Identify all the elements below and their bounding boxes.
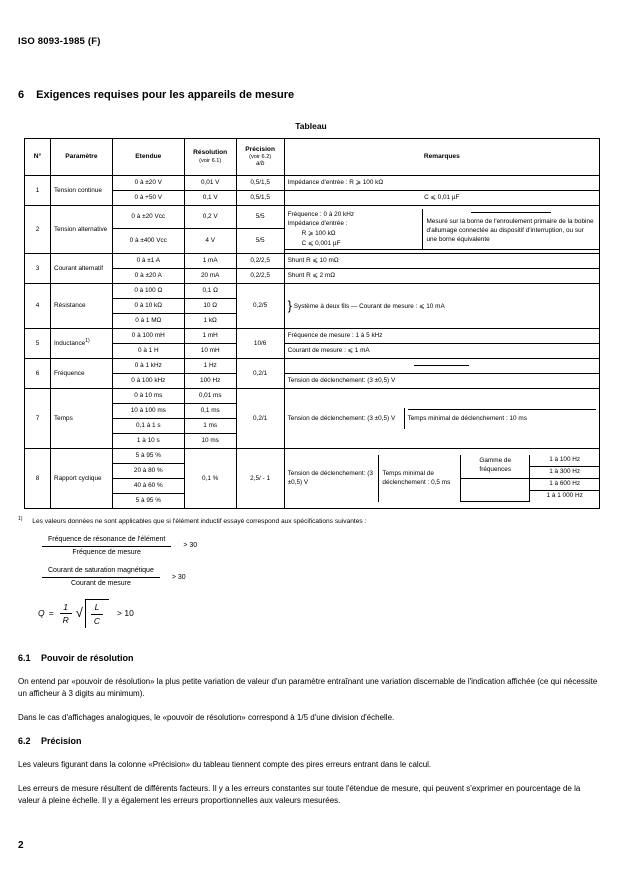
- remarque-left-block: Tension de déclenchement: (3 ±0,5) V: [285, 408, 404, 429]
- table-row: [25, 389, 600, 404]
- table-row: [25, 449, 600, 464]
- cell-etendue: 0 à ±20 V: [112, 176, 184, 191]
- cell-etendue: 0 à ±1 A: [112, 254, 184, 269]
- footnote-marker: 1): [85, 338, 90, 345]
- section-6-1-number: 6.1: [18, 653, 31, 663]
- cell-remarque: Courant de mesure : ⩽ 1 mA: [284, 344, 599, 359]
- col-parametre: Paramètre: [50, 139, 112, 176]
- section-6-1-paragraph-2: Dans le cas d'affichages analogiques, le «pouvoir de résolution» correspond à 1/5 d'une division d'échelle.: [18, 712, 395, 722]
- remarque-left-3: R ⩾ 100 kΩ: [301, 230, 336, 237]
- cell-precision: 0,2/2,5: [236, 254, 284, 269]
- cell-etendue: 0 à 100 Ω: [112, 284, 184, 299]
- section-6-2-paragraph-2: Les erreurs de mesure résultent de différents facteurs. Il y a les erreurs constantes sur toute l'étendue de mesure, qui peuvent s'exprimer en pourcentage de la valeur à pleine échelle. Il y a également les erreurs proportionnelles aux valeurs mesurées.: [18, 783, 581, 805]
- col-resolution: [184, 139, 236, 176]
- cell-etendue: 0 à ±400 Vcc: [112, 229, 184, 254]
- cell-precision: 0,5/1,5: [236, 191, 284, 206]
- cell-precision: 0,2/5: [236, 284, 284, 329]
- cell-remarque: Shunt R ⩽ 2 mΩ: [284, 269, 599, 284]
- remarque-right-block: [423, 209, 599, 250]
- table-header-row: [25, 139, 600, 176]
- cell-resolution: 1 mA: [184, 254, 236, 269]
- cell-resolution: 1 mH: [184, 329, 236, 344]
- col-precision-note: (voir 6.2): [249, 153, 272, 160]
- cell-remarque: Tension de déclenchement: (3 ±0,5) V: [284, 374, 599, 389]
- fraction: [91, 601, 103, 627]
- brace-glyph: }: [287, 297, 292, 313]
- cell-remarque-composite: [284, 206, 599, 254]
- cell-resolution: 1 Hz: [184, 359, 236, 374]
- fraction-numerator: L: [91, 601, 103, 614]
- col-resolution-label: Résolution: [193, 149, 228, 157]
- cell-precision: 0,2/1: [236, 389, 284, 449]
- fraction-denominator: R: [62, 615, 69, 626]
- cell-resolution: 10 Ω: [184, 299, 236, 314]
- cell-resolution: 0,1 V: [184, 191, 236, 206]
- cell-resolution: 1 ms: [184, 419, 236, 434]
- section-6-1-title: Pouvoir de résolution: [41, 653, 134, 663]
- cell-resolution: 20 mA: [184, 269, 236, 284]
- cell-remarque: C ⩽ 0,01 µF: [284, 191, 599, 206]
- cell-parametre: Rapport cyclique: [50, 449, 112, 509]
- cell-etendue: 0 à 100 kHz: [112, 374, 184, 389]
- remarque-right-block: [404, 408, 599, 429]
- fraction-numerator: Fréquence de résonance de l'élément: [42, 535, 171, 547]
- cell-etendue: 40 à 60 %: [112, 479, 184, 494]
- cell-resolution: 0,2 V: [184, 206, 236, 229]
- radical-glyph: √: [75, 605, 83, 621]
- cell-resolution: 0,1 %: [184, 449, 236, 509]
- remarque-left-1: Fréquence : 0 à 20 kHz: [287, 210, 355, 218]
- remarque-right-text: Mesuré sur la borne de l'enroulement primaire de la bobine d'allumage connectée au dispositif d'interruption, ou sur une borne équivalente: [426, 217, 594, 244]
- cell-precision: 10/6: [236, 329, 284, 359]
- cell-etendue: 5 à 95 %: [112, 494, 184, 509]
- cell-parametre: Résistance: [50, 284, 112, 329]
- divider-line: [471, 212, 551, 213]
- col-precision: [236, 139, 284, 176]
- cell-etendue: 10 à 100 ms: [112, 404, 184, 419]
- table-row: [25, 206, 600, 229]
- cell-no: 4: [25, 284, 51, 329]
- cell-etendue: 0 à 1 MΩ: [112, 314, 184, 329]
- cell-parametre: Temps: [50, 389, 112, 449]
- remarque-inner-table: [285, 408, 599, 429]
- page-number: 2: [18, 840, 24, 851]
- remarque-left-4: C ⩽ 0,001 µF: [301, 239, 341, 247]
- fraction-denominator: Fréquence de mesure: [72, 548, 141, 556]
- cell-remarque: [284, 359, 599, 374]
- remarque-freq-value: 1 à 300 Hz: [530, 466, 599, 478]
- cell-etendue: 0 à 10 kΩ: [112, 299, 184, 314]
- fraction: [42, 566, 160, 589]
- section-title-text: Exigences requises pour les appareils de mesure: [36, 89, 295, 101]
- cell-precision: 5/5: [236, 206, 284, 229]
- cell-no: 3: [25, 254, 51, 284]
- table-row: [25, 329, 600, 344]
- cell-precision: 0,2/2,5: [236, 269, 284, 284]
- fraction: [60, 601, 72, 627]
- cell-remarque-composite: [284, 449, 599, 509]
- col-precision-label: Précision: [245, 145, 275, 153]
- footnote-line: [18, 516, 604, 527]
- remarque-freq-spacer: [461, 478, 530, 502]
- footnote-block: [18, 516, 604, 628]
- remarque-freq-value: 1 à 1 000 Hz: [530, 490, 599, 502]
- remarque-freq-value: 1 à 100 Hz: [530, 455, 599, 467]
- remarque-inner-table: [285, 455, 599, 503]
- footnote-marker: 1): [18, 516, 23, 522]
- cell-no: 8: [25, 449, 51, 509]
- cell-parametre: Fréquence: [50, 359, 112, 389]
- cell-etendue: 0 à 1 kHz: [112, 359, 184, 374]
- table-caption: Tableau: [295, 121, 327, 131]
- formula-comparison: > 30: [171, 573, 186, 581]
- cell-resolution: 0,1 Ω: [184, 284, 236, 299]
- cell-etendue: 0 à 10 ms: [112, 389, 184, 404]
- formula-comparison: > 10: [117, 608, 134, 619]
- table-row: [25, 359, 600, 374]
- table-row: [25, 254, 600, 269]
- remarque-inner-table: [285, 209, 599, 250]
- footnote-formula-2: [38, 566, 604, 589]
- section-6-2-paragraph-1: Les valeurs figurant dans la colonne «Précision» du tableau tiennent compte des pires erreurs entrant dans le calcul.: [18, 759, 432, 769]
- formula-equals: =: [48, 608, 54, 619]
- cell-parametre: Tension alternative: [50, 206, 112, 254]
- fraction-denominator: C: [93, 615, 101, 626]
- fraction: [42, 535, 171, 558]
- cell-etendue: 0,1 à 1 s: [112, 419, 184, 434]
- cell-etendue: 0 à 100 mH: [112, 329, 184, 344]
- page-header: ISO 8093-1985 (F): [18, 36, 101, 47]
- fraction-denominator: Courant de mesure: [70, 580, 131, 588]
- table-row: [25, 176, 600, 191]
- cell-precision: 0,5/1,5: [236, 176, 284, 191]
- remarque-mid-block: Temps minimal de déclenchement : 0,5 ms: [379, 455, 461, 502]
- divider-line: [414, 365, 469, 366]
- cell-parametre: Courant alternatif: [50, 254, 112, 284]
- cell-resolution: 0,01 ms: [184, 389, 236, 404]
- cell-etendue: 0 à 1 H: [112, 344, 184, 359]
- section-6-2-title: Précision: [41, 736, 82, 746]
- cell-resolution: 0,01 V: [184, 176, 236, 191]
- section-heading: [18, 89, 294, 101]
- cell-no: 6: [25, 359, 51, 389]
- cell-precision: 0,2/1: [236, 359, 284, 389]
- cell-etendue: 0 à ±20 Vcc: [112, 206, 184, 229]
- cell-etendue: 1 à 10 s: [112, 434, 184, 449]
- cell-resolution: 10 mH: [184, 344, 236, 359]
- cell-precision: 5/5: [236, 229, 284, 254]
- col-etendue: Etendue: [112, 139, 184, 176]
- cell-no: 1: [25, 176, 51, 206]
- footnote-formula-3: [38, 599, 604, 628]
- cell-precision: 2,5/ - 1: [236, 449, 284, 509]
- cell-remarque-text: Système à deux fils — Courant de mesure : ⩽ 10 mA: [293, 302, 445, 310]
- formula-comparison: > 30: [183, 542, 198, 550]
- cell-remarque-composite: [284, 389, 599, 449]
- cell-resolution: 1 kΩ: [184, 314, 236, 329]
- cell-no: 5: [25, 329, 51, 359]
- fraction-numerator: Courant de saturation magnétique: [42, 566, 160, 578]
- col-precision-ratio: a/b: [255, 160, 265, 167]
- section-6-1-paragraph-1: On entend par «pouvoir de résolution» la plus petite variation de valeur d'un paramètre entraînant une variation discernable de l'indication affichée (ce qui nécessite un afficheur à 3 digits au minimum).: [18, 676, 598, 698]
- measurement-requirements-table: [24, 138, 600, 509]
- cell-no: 7: [25, 389, 51, 449]
- footnote-text: Les valeurs données ne sont applicables que si l'élément inductif essayé correspond aux spécifications suivantes :: [32, 518, 367, 526]
- section-6-2: [18, 735, 604, 819]
- cell-resolution: 0,1 ms: [184, 404, 236, 419]
- cell-remarque: Impédance d'entrée : R ⩾ 100 kΩ: [284, 176, 599, 191]
- section-6-2-number: 6.2: [18, 736, 31, 746]
- radicand: [85, 599, 109, 628]
- section-6-1: [18, 652, 604, 736]
- remarque-left-2: Impédance d'entrée :: [287, 220, 348, 228]
- remarque-left-block: Tension de déclenchement: (3 ±0,5) V: [285, 455, 379, 502]
- remarque-left-block: [285, 209, 423, 250]
- cell-no: 2: [25, 206, 51, 254]
- section-6-1-heading: [18, 652, 604, 666]
- cell-etendue: 5 à 95 %: [112, 449, 184, 464]
- fraction-numerator: 1: [60, 601, 72, 614]
- col-remarques: Remarques: [284, 139, 599, 176]
- section-6-2-heading: [18, 735, 604, 749]
- remarque-freq-value: 1 à 600 Hz: [530, 478, 599, 490]
- cell-parametre-text: Inductance: [53, 340, 86, 348]
- section-number: 6: [18, 89, 25, 101]
- remarque-right-text: Temps minimal de déclenchement : 10 ms: [408, 409, 596, 423]
- cell-resolution: 10 ms: [184, 434, 236, 449]
- col-no: N°: [25, 139, 51, 176]
- cell-remarque: [284, 284, 599, 329]
- footnote-formula-1: [38, 535, 604, 558]
- cell-resolution: 4 V: [184, 229, 236, 254]
- col-resolution-note: (voir 6.1): [199, 157, 222, 164]
- cell-resolution: 100 Hz: [184, 374, 236, 389]
- cell-etendue: 20 à 80 %: [112, 464, 184, 479]
- cell-parametre-text: Tension continue: [53, 186, 102, 194]
- cell-etendue: 0 à ±20 A: [112, 269, 184, 284]
- formula-lhs: Q: [38, 608, 45, 619]
- table-row: [25, 284, 600, 299]
- cell-remarque: Fréquence de mesure : 1 à 5 kHz: [284, 329, 599, 344]
- remarque-freq-header: Gamme de fréquences: [461, 455, 530, 479]
- cell-parametre: [50, 329, 112, 359]
- cell-parametre: [50, 176, 112, 206]
- cell-etendue: 0 à +50 V: [112, 191, 184, 206]
- cell-remarque: Shunt R ⩽ 10 mΩ: [284, 254, 599, 269]
